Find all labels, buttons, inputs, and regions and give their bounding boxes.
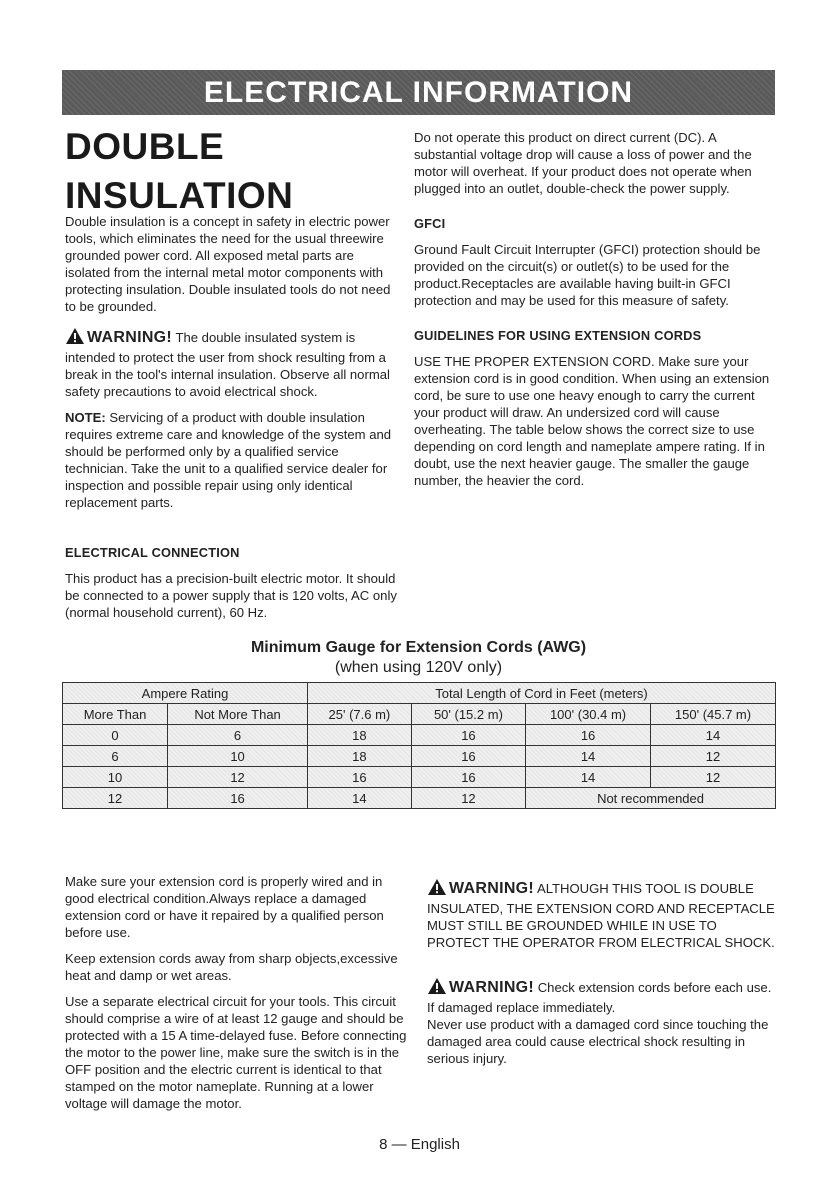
table-cell: 16 <box>526 725 651 746</box>
table-cell-not-recommended: Not recommended <box>526 788 776 809</box>
left-column-top <box>65 213 400 520</box>
cord-condition-paragraph: Make sure your extension cord is properly wired and in good electrical condition.Always replace a damaged extension cord or have it repaired by a qualified person before use. <box>65 874 384 940</box>
electrical-connection-section <box>65 544 400 630</box>
warning-text: The double insulated system is intended to protect the user from shock resulting from a break in the tool's internal insulation. Observe all normal safety precautions to avoid electrical shock. <box>65 330 390 399</box>
right-column-top <box>414 129 776 498</box>
table-cell: 14 <box>651 725 776 746</box>
warning-triangle-icon <box>427 977 447 999</box>
group-header-ampere: Ampere Rating <box>63 683 308 704</box>
table-cell: 12 <box>63 788 168 809</box>
table-row <box>63 767 776 788</box>
table-cell: 10 <box>168 746 308 767</box>
warning-triangle-icon <box>427 878 447 900</box>
electrical-connection-text: This product has a precision-built electric motor. It should be connected to a power supply that is 120 volts, AC only (normal household current), 60 Hz. <box>65 571 397 620</box>
gfci-text: Ground Fault Circuit Interrupter (GFCI) protection should be provided on the circuit(s) or outlet(s) to be used for the product.Receptacles are available having built-in GFCI protection and may be used for this measure of safety. <box>414 242 761 308</box>
table-cell: 16 <box>411 725 525 746</box>
double-insulation-paragraph: Double insulation is a concept in safety in electric power tools, which eliminates the need for the usual threewire grounded power cord. All exposed metal parts are isolated from the internal metal motor components with protecting insulation. Double insulated tools do not need to be grounded. <box>65 214 391 314</box>
warning-paragraph <box>65 327 400 400</box>
heading-line-2: INSULATION <box>65 175 294 216</box>
table-row <box>63 725 776 746</box>
bottom-right-column <box>427 878 777 1076</box>
group-header-length: Total Length of Cord in Feet (meters) <box>308 683 776 704</box>
warning-triangle-icon <box>65 327 85 349</box>
table-cell: 14 <box>526 746 651 767</box>
table-cell: 6 <box>63 746 168 767</box>
section-banner: ELECTRICAL INFORMATION <box>62 70 775 115</box>
warning-label: WARNING! <box>449 979 535 996</box>
page-number-footer: 8 — English <box>379 1136 460 1153</box>
table-cell: 12 <box>651 767 776 788</box>
column-header: 25' (7.6 m) <box>308 704 412 725</box>
heading-line-1: DOUBLE <box>65 126 225 167</box>
double-insulation-heading <box>65 122 365 220</box>
table-group-header-row <box>63 683 776 704</box>
extension-cord-gauge-table <box>62 682 776 809</box>
table-cell: 14 <box>308 788 412 809</box>
grounding-warning-text: ALTHOUGH THIS TOOL IS DOUBLE INSULATED, THE EXTENSION CORD AND RECEPTACLE MUST STILL BE GROUNDED WHILE IN USE TO PROTECT THE OPERATOR FROM ELECTRICAL SHOCK. <box>427 881 775 950</box>
column-header: 50' (15.2 m) <box>411 704 525 725</box>
table-cell: 12 <box>651 746 776 767</box>
grounding-warning-paragraph <box>427 878 777 951</box>
table-cell: 6 <box>168 725 308 746</box>
warning-label: WARNING! <box>87 329 173 346</box>
extension-guidelines-text: USE THE PROPER EXTENSION CORD. Make sure your extension cord is in good condition. When using an extension cord, be sure to use one heavy enough to carry the current your product will draw. An undersized cord will cause overheating. The table below shows the correct size to use depending on cord length and nameplate ampere rating. If in doubt, use the next heavier gauge. The smaller the gauge number, the heavier the cord. <box>414 354 770 488</box>
table-cell: 12 <box>168 767 308 788</box>
damaged-cord-paragraph: Never use product with a damaged cord since touching the damaged area could cause electrical shock resulting in serious injury. <box>427 1017 769 1066</box>
bottom-left-column <box>65 873 413 1121</box>
table-cell: 12 <box>411 788 525 809</box>
table-cell: 10 <box>63 767 168 788</box>
table-row <box>63 746 776 767</box>
column-header: More Than <box>63 704 168 725</box>
note-label: NOTE: <box>65 410 106 425</box>
table-cell: 16 <box>308 767 412 788</box>
table-row <box>63 788 776 809</box>
column-header: Not More Than <box>168 704 308 725</box>
electrical-connection-heading: ELECTRICAL CONNECTION <box>65 545 240 560</box>
table-cell: 18 <box>308 746 412 767</box>
table-cell: 18 <box>308 725 412 746</box>
note-text: Servicing of a product with double insulation requires extreme care and knowledge of the system and should be performed only by a qualified service technician. Take the unit to a qualified service dealer for inspection and possible repair using only identical replacement parts. <box>65 410 392 510</box>
note-paragraph <box>65 409 400 511</box>
column-header: 150' (45.7 m) <box>651 704 776 725</box>
table-column-header-row <box>63 704 776 725</box>
table-cell: 14 <box>526 767 651 788</box>
column-header: 100' (30.4 m) <box>526 704 651 725</box>
cord-check-warning-paragraph <box>427 977 777 1016</box>
table-cell: 0 <box>63 725 168 746</box>
extension-guidelines-heading: GUIDELINES FOR USING EXTENSION CORDS <box>414 328 702 343</box>
cord-check-warning-text: Check extension cords before each use. If damaged replace immediately. <box>427 980 772 1015</box>
warning-label: WARNING! <box>449 880 535 897</box>
dc-paragraph: Do not operate this product on direct current (DC). A substantial voltage drop will cause a loss of power and the motor will overheat. If your product does not operate when plugged into an outlet, double-check the power supply. <box>414 130 752 196</box>
cord-storage-paragraph: Keep extension cords away from sharp objects,excessive heat and damp or wet areas. <box>65 951 398 983</box>
gfci-heading: GFCI <box>414 216 446 231</box>
separate-circuit-paragraph: Use a separate electrical circuit for your tools. This circuit should comprise a wire of at least 12 gauge and should be protected with a 15 A time-delayed fuse. Before connecting the motor to the power line, make sure the switch is in the OFF position and the electric current is identical to that stamped on the motor nameplate. Running at a lower voltage will damage the motor. <box>65 994 407 1111</box>
table-cell: 16 <box>411 746 525 767</box>
table-title: Minimum Gauge for Extension Cords (AWG) <box>250 639 587 656</box>
table-subtitle: (when using 120V only) <box>334 659 503 676</box>
table-cell: 16 <box>168 788 308 809</box>
table-cell: 16 <box>411 767 525 788</box>
